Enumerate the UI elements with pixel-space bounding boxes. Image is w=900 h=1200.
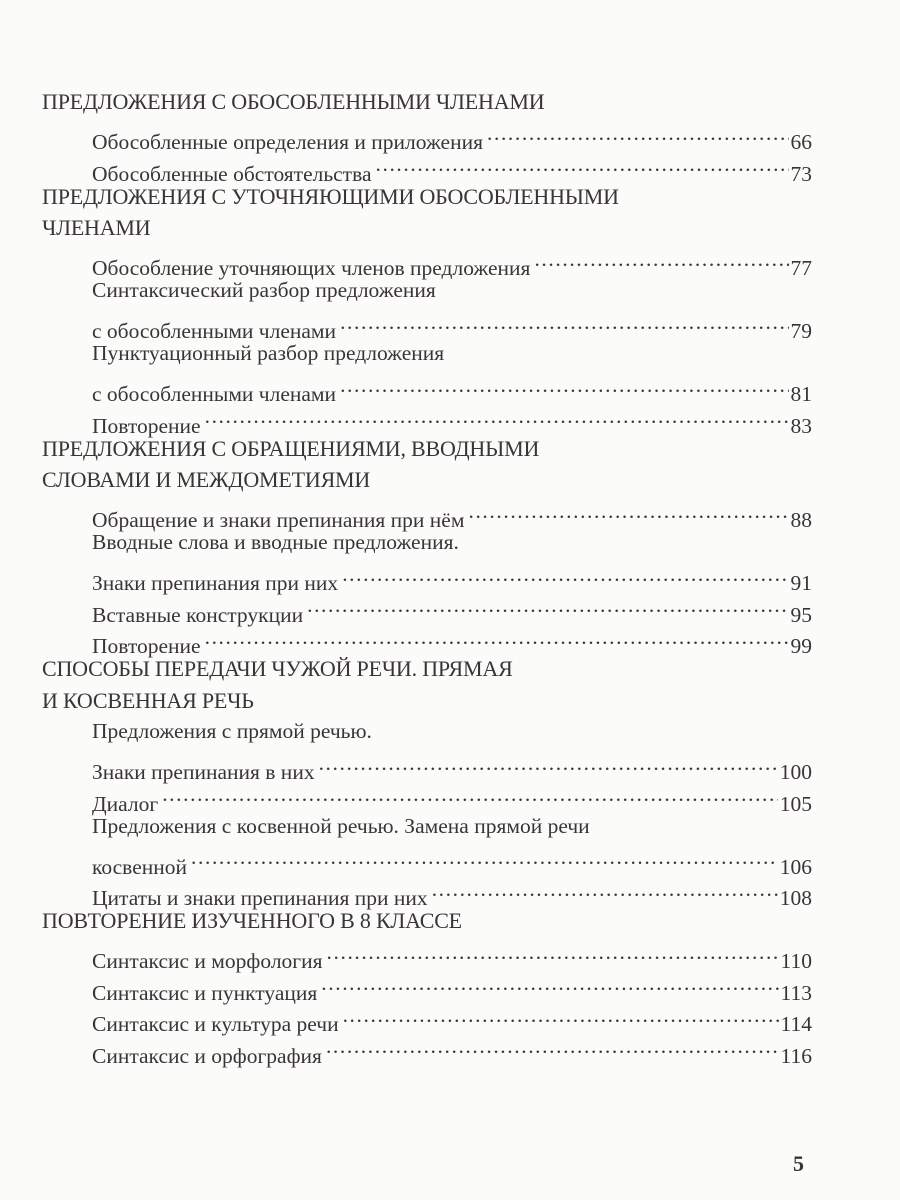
toc-entry-line (92, 937, 812, 973)
entry-page-number: 114 (780, 1012, 812, 1036)
section-heading-continued: ЧЛЕНАМИ (42, 215, 151, 240)
entry-title: Предложения с косвенной речью. Замена прямой речи (92, 813, 590, 838)
dot-leader (340, 307, 788, 339)
toc-entry[interactable] (92, 338, 812, 406)
entry-title: Обращение и знаки препинания при нём (92, 508, 465, 532)
entry-title: Синтаксис и культура речи (92, 1012, 339, 1036)
toc-entry[interactable] (92, 527, 812, 595)
toc-entry[interactable] (92, 811, 812, 879)
entry-title-continued: Знаки препинания при них (92, 571, 339, 595)
entry-title: Диалог (92, 791, 159, 816)
entry-title-continued: косвенной (92, 854, 188, 879)
dot-leader (432, 874, 778, 906)
toc-entry-line (92, 370, 812, 406)
toc-entry[interactable] (92, 937, 812, 973)
toc-entry-line (92, 338, 812, 370)
toc-section (42, 653, 812, 910)
toc-entry-line (92, 559, 812, 595)
toc-entry-line (92, 496, 812, 532)
entry-title: Обособленные определения и приложения (92, 130, 483, 154)
toc-entry[interactable] (92, 244, 812, 280)
entry-title: Обособление уточняющих членов предложения (92, 256, 531, 280)
toc-entry-line (92, 874, 812, 910)
dot-leader (343, 1000, 779, 1032)
toc-entry-line (92, 811, 812, 843)
entry-page-number: 99 (790, 634, 812, 658)
entry-title: Обособленные обстоятельства (92, 161, 372, 186)
toc-entry-line (92, 842, 812, 879)
dot-leader (205, 401, 789, 433)
entry-page-number: 83 (790, 413, 812, 438)
entry-title-continued: Знаки препинания в них (92, 760, 315, 784)
entry-page-number: 116 (780, 1043, 812, 1068)
entry-page-number: 113 (780, 980, 812, 1005)
section-heading-continued: СЛОВАМИ И МЕЖДОМЕТИЯМИ (42, 467, 371, 492)
entry-page-number: 79 (790, 319, 812, 343)
dot-leader (327, 937, 779, 969)
entry-title: Повторение (92, 413, 201, 438)
section-heading: ПРЕДЛОЖЕНИЯ С УТОЧНЯЮЩИМИ ОБОСОБЛЕННЫМИ (42, 183, 619, 209)
section-heading: ПРЕДЛОЖЕНИЯ С ОБРАЩЕНИЯМИ, ВВОДНЫМИ (42, 435, 540, 461)
entry-page-number: 95 (790, 602, 812, 627)
entry-page-number: 100 (779, 760, 812, 784)
dot-leader (340, 370, 788, 402)
toc-entry-line (92, 527, 812, 559)
section-heading: ПРЕДЛОЖЕНИЯ С ОБОСОБЛЕННЫМИ ЧЛЕНАМИ (42, 89, 545, 114)
dot-leader (376, 149, 789, 181)
entry-page-number: 110 (780, 949, 812, 973)
toc-entry[interactable] (92, 118, 812, 154)
entry-page-number: 91 (790, 571, 812, 595)
entry-page-number: 108 (779, 886, 812, 910)
section-heading: ПОВТОРЕНИЕ ИЗУЧЕННОГО В 8 КЛАССЕ (42, 908, 462, 933)
entry-title: Синтаксический разбор предложения (92, 278, 436, 302)
entry-title-continued: с обособленными членами (92, 319, 337, 343)
entry-page-number: 81 (790, 382, 812, 406)
dot-leader (321, 968, 778, 1000)
entry-title: Вставные конструкции (92, 602, 304, 627)
entry-title-continued: с обособленными членами (92, 382, 337, 406)
dot-leader (468, 496, 788, 528)
dot-leader (162, 779, 778, 811)
entry-title: Вводные слова и вводные предложения. (92, 530, 459, 554)
toc-section (42, 181, 812, 438)
entry-title: Синтаксис и морфология (92, 949, 323, 973)
dot-leader (191, 842, 778, 874)
toc-section (42, 433, 812, 658)
entry-title: Повторение (92, 634, 201, 658)
entry-page-number: 73 (790, 161, 812, 186)
toc-entry[interactable] (92, 716, 812, 784)
dot-leader (307, 590, 788, 622)
toc-section (42, 905, 812, 1068)
entry-page-number: 66 (790, 130, 812, 154)
page-number: 5 (793, 1151, 804, 1176)
toc-section (42, 86, 812, 186)
toc-entry-line (92, 118, 812, 154)
entry-title: Синтаксис и пунктуация (92, 980, 318, 1005)
entry-title: Предложения с прямой речью. (92, 719, 372, 743)
toc-entry[interactable] (92, 779, 812, 816)
dot-leader (534, 244, 788, 276)
table-of-contents (42, 86, 812, 1068)
section-heading-continued: И КОСВЕННАЯ РЕЧЬ (42, 687, 254, 713)
toc-entry[interactable] (92, 874, 812, 910)
toc-entry-line (92, 779, 812, 816)
toc-entry-line (92, 244, 812, 280)
entry-page-number: 106 (779, 854, 812, 879)
dot-leader (326, 1031, 779, 1063)
dot-leader (205, 622, 789, 654)
entry-page-number: 88 (790, 508, 812, 532)
entry-title: Цитаты и знаки препинания при них (92, 886, 428, 910)
dot-leader (319, 748, 778, 780)
entry-page-number: 77 (790, 256, 812, 280)
toc-entry-line (92, 307, 812, 343)
dot-leader (487, 118, 789, 150)
entry-title: Пунктуационный разбор предложения (92, 341, 445, 365)
toc-entry-line (92, 716, 812, 748)
entry-title: Синтаксис и орфография (92, 1043, 322, 1068)
entry-page-number: 105 (779, 791, 812, 816)
section-heading: СПОСОБЫ ПЕРЕДАЧИ ЧУЖОЙ РЕЧИ. ПРЯМАЯ (42, 656, 513, 681)
dot-leader (342, 559, 788, 591)
toc-entry-line (92, 748, 812, 784)
toc-entry[interactable] (92, 496, 812, 532)
